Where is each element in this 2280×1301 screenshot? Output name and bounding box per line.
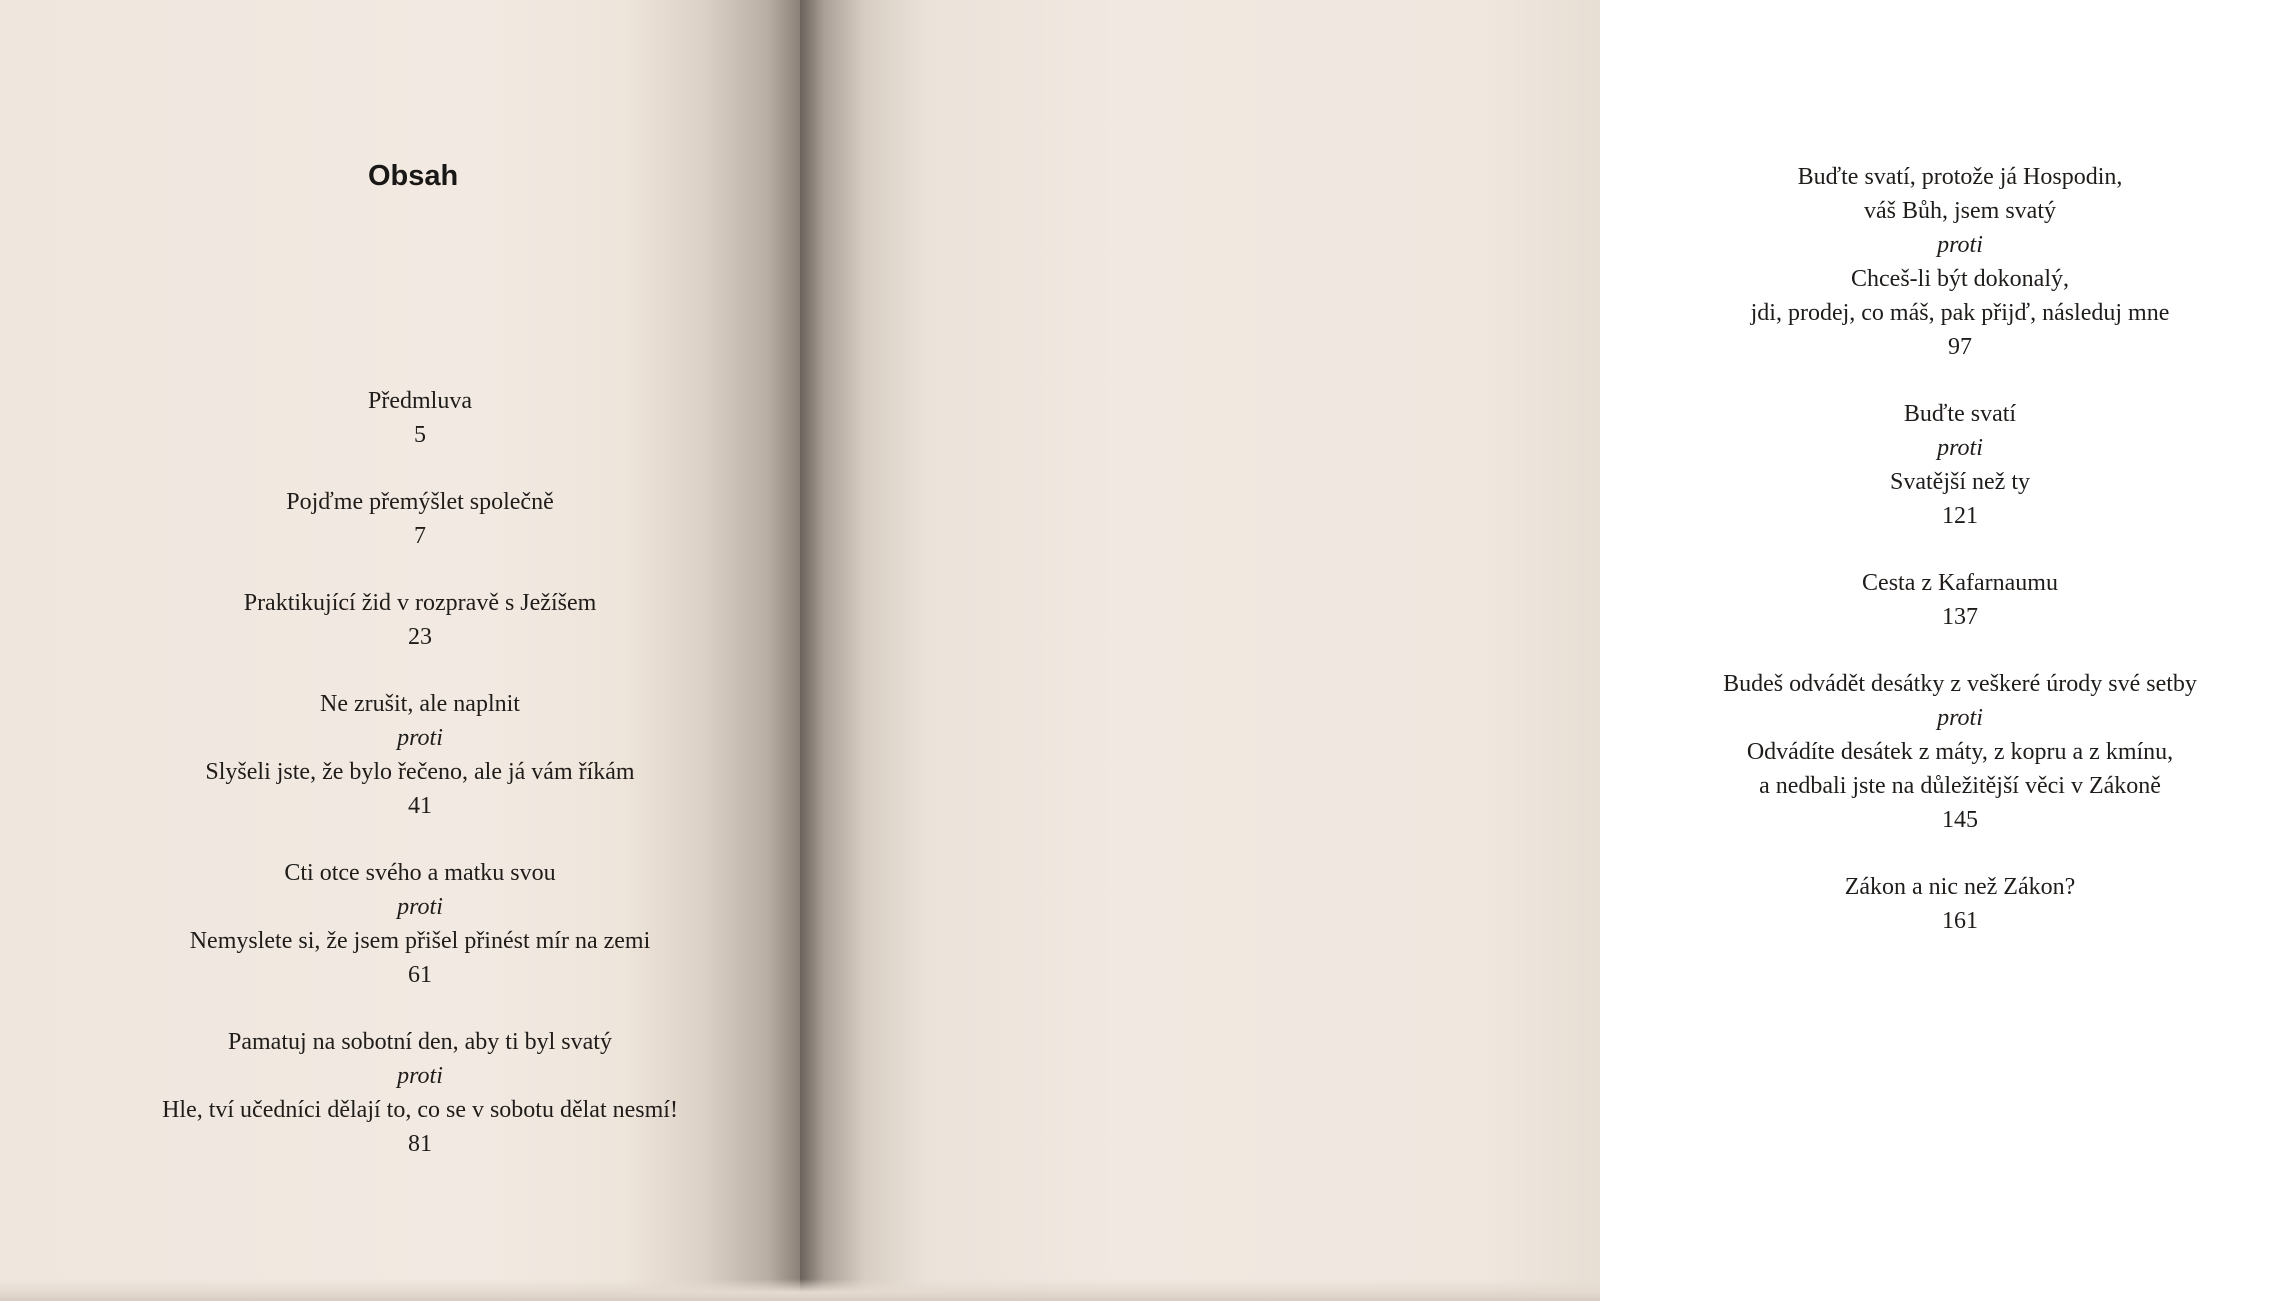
entry-title: Cesta z Kafarnaumu (1862, 570, 2058, 596)
entry-title: Buďte svatí (1903, 401, 2017, 427)
left-page (0, 0, 800, 1301)
right-page (800, 0, 2197, 1301)
entry-counter-title: Nemyslete si, že jsem přišel přinést mír na zemi (189, 928, 651, 954)
entry-connector: proti (1937, 705, 1983, 731)
entry-connector: proti (397, 1063, 443, 1089)
entry-page-number: 5 (414, 422, 426, 448)
toc-entry (1640, 397, 2280, 533)
entry-title: Praktikující žid v rozpravě s Ježíšem (243, 590, 597, 616)
entry-title: Předmluva (368, 388, 472, 414)
entry-title: Budeš odvádět desátky z veškeré úrody své setby (1723, 671, 2197, 697)
entry-page-number: 137 (1942, 604, 1978, 630)
entry-page-number: 121 (1942, 503, 1978, 529)
toc-entry (80, 1025, 760, 1161)
toc-entry (80, 856, 760, 992)
entry-connector: proti (1937, 232, 1983, 258)
toc-entry (1640, 160, 2280, 364)
page-title: Obsah (368, 160, 459, 192)
entry-page-number: 161 (1942, 908, 1978, 934)
entry-counter-title: a nedbali jste na důležitější věci v Zákoně (1759, 773, 2161, 799)
toc-entry (80, 687, 760, 823)
toc-entry (80, 485, 760, 553)
entry-title: Pojďme přemýšlet společně (286, 489, 554, 515)
entry-page-number: 61 (408, 962, 432, 988)
entry-counter-title: jdi, prodej, co máš, pak přijď, následuj mne (1750, 300, 2170, 326)
entry-counter-title: Chceš-li být dokonalý, (1851, 266, 2069, 292)
entry-connector: proti (397, 725, 443, 751)
toc-entry (80, 384, 760, 452)
entry-title: Buďte svatí, protože já Hospodin, (1797, 164, 2123, 190)
toc-entry (1640, 870, 2280, 938)
entry-title: Zákon a nic než Zákon? (1844, 874, 2076, 900)
entry-page-number: 23 (408, 624, 432, 650)
entry-counter-title: Svatější než ty (1890, 469, 2030, 495)
entry-page-number: 97 (1948, 334, 1972, 360)
entry-page-number: 7 (414, 523, 426, 549)
toc-list-right (1640, 160, 2280, 971)
entry-counter-title: Odvádíte desátek z máty, z kopru a z kmínu, (1746, 739, 2174, 765)
page-bottom-edge (0, 1279, 1600, 1301)
entry-counter-title: Hle, tví učedníci dělají to, co se v sobotu dělat nesmí! (162, 1097, 678, 1123)
toc-list-left (80, 384, 760, 1194)
entry-title: Cti otce svého a matku svou (284, 860, 556, 886)
entry-title: Pamatuj na sobotní den, aby ti byl svatý (228, 1029, 612, 1055)
entry-page-number: 81 (408, 1131, 432, 1157)
entry-connector: proti (1937, 435, 1983, 461)
entry-title: váš Bůh, jsem svatý (1864, 198, 2056, 224)
entry-connector: proti (397, 894, 443, 920)
toc-entry (1640, 667, 2280, 837)
entry-counter-title: Slyšeli jste, že bylo řečeno, ale já vám říkám (205, 759, 635, 785)
entry-page-number: 145 (1942, 807, 1978, 833)
toc-entry (1640, 566, 2280, 634)
entry-title: Ne zrušit, ale naplnit (320, 691, 520, 717)
entry-page-number: 41 (408, 793, 432, 819)
toc-entry (80, 586, 760, 654)
